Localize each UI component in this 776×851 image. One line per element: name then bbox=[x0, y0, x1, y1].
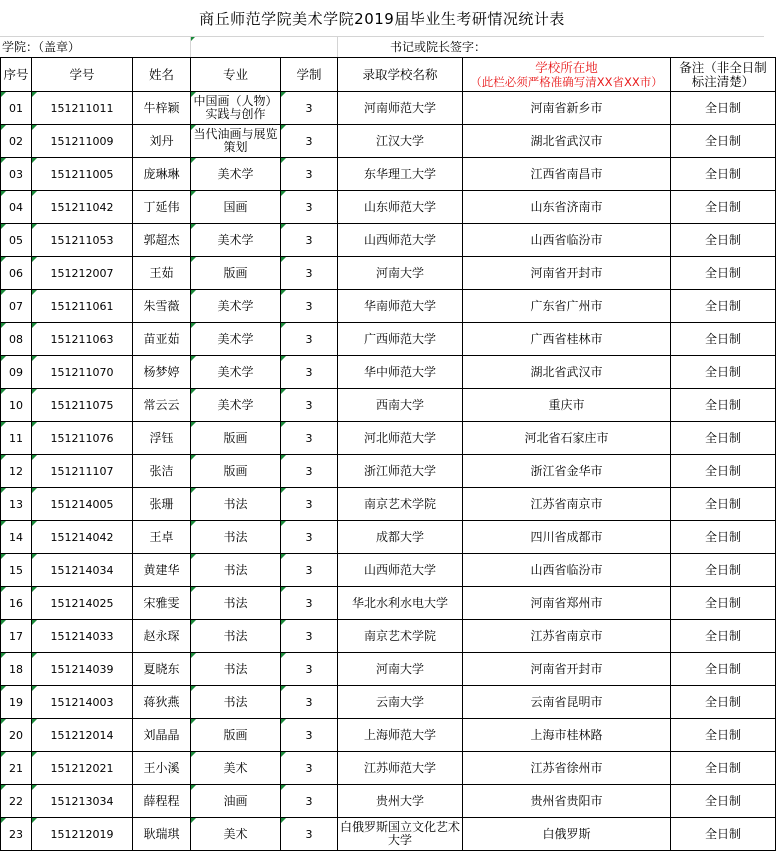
cell-seq: 17 bbox=[1, 620, 32, 653]
cell-student-id: 151212014 bbox=[32, 719, 133, 752]
cell-duration: 3 bbox=[281, 356, 338, 389]
cell-seq: 19 bbox=[1, 686, 32, 719]
cell-major: 油画 bbox=[191, 785, 281, 818]
cell-major: 国画 bbox=[191, 191, 281, 224]
cell-duration: 3 bbox=[281, 785, 338, 818]
cell-note: 全日制 bbox=[671, 323, 776, 356]
cell-seq: 16 bbox=[1, 587, 32, 620]
table-row bbox=[1, 92, 776, 125]
table-row bbox=[1, 653, 776, 686]
location-header-line2: （此栏必须严格准确写清XX省XX市） bbox=[470, 74, 663, 89]
cell-note: 全日制 bbox=[671, 224, 776, 257]
cell-admitted-school: 河南大学 bbox=[338, 653, 463, 686]
col-header-duration: 学制 bbox=[281, 58, 338, 92]
cell-duration: 3 bbox=[281, 818, 338, 851]
cell-admitted-school: 山西师范大学 bbox=[338, 224, 463, 257]
cell-location: 上海市桂林路 bbox=[463, 719, 671, 752]
cell-major: 中国画（人物）实践与创作 bbox=[191, 92, 281, 125]
cell-student-id: 151211042 bbox=[32, 191, 133, 224]
cell-note: 全日制 bbox=[671, 422, 776, 455]
cell-location: 河北省石家庄市 bbox=[463, 422, 671, 455]
cell-name: 薛程程 bbox=[133, 785, 191, 818]
cell-student-id: 151211061 bbox=[32, 290, 133, 323]
cell-note: 全日制 bbox=[671, 158, 776, 191]
col-header-seq: 序号 bbox=[1, 58, 32, 92]
cell-major: 版画 bbox=[191, 422, 281, 455]
note-header-line2: 标注清楚） bbox=[691, 73, 755, 89]
table-row bbox=[1, 125, 776, 158]
cell-seq: 06 bbox=[1, 257, 32, 290]
cell-location: 贵州省贵阳市 bbox=[463, 785, 671, 818]
cell-admitted-school: 江汉大学 bbox=[338, 125, 463, 158]
cell-student-id: 151211076 bbox=[32, 422, 133, 455]
cell-location: 浙江省金华市 bbox=[463, 455, 671, 488]
cell-duration: 3 bbox=[281, 92, 338, 125]
cell-duration: 3 bbox=[281, 389, 338, 422]
cell-name: 夏晓东 bbox=[133, 653, 191, 686]
cell-location: 江苏省南京市 bbox=[463, 620, 671, 653]
cell-name: 苗亚茹 bbox=[133, 323, 191, 356]
cell-student-id: 151211070 bbox=[32, 356, 133, 389]
cell-note: 全日制 bbox=[671, 785, 776, 818]
column-header-row bbox=[1, 58, 776, 92]
cell-major: 美术学 bbox=[191, 224, 281, 257]
cell-student-id: 151214039 bbox=[32, 653, 133, 686]
cell-major: 当代油画与展览策划 bbox=[191, 125, 281, 158]
cell-student-id: 151211011 bbox=[32, 92, 133, 125]
cell-duration: 3 bbox=[281, 620, 338, 653]
signature-label: 书记或院长签字： bbox=[390, 40, 487, 54]
cell-major: 书法 bbox=[191, 653, 281, 686]
cell-admitted-school: 成都大学 bbox=[338, 521, 463, 554]
cell-location: 河南省开封市 bbox=[463, 653, 671, 686]
cell-note: 全日制 bbox=[671, 389, 776, 422]
cell-duration: 3 bbox=[281, 587, 338, 620]
cell-admitted-school: 江苏师范大学 bbox=[338, 752, 463, 785]
table-row bbox=[1, 455, 776, 488]
cell-student-id: 151212021 bbox=[32, 752, 133, 785]
cell-seq: 04 bbox=[1, 191, 32, 224]
cell-seq: 12 bbox=[1, 455, 32, 488]
table-row bbox=[1, 257, 776, 290]
cell-student-id: 151212019 bbox=[32, 818, 133, 851]
cell-name: 常云云 bbox=[133, 389, 191, 422]
cell-admitted-school: 云南大学 bbox=[338, 686, 463, 719]
cell-name: 郭超杰 bbox=[133, 224, 191, 257]
cell-major: 美术学 bbox=[191, 323, 281, 356]
table-row bbox=[1, 620, 776, 653]
cell-location: 山东省济南市 bbox=[463, 191, 671, 224]
cell-major: 美术学 bbox=[191, 290, 281, 323]
cell-note: 全日制 bbox=[671, 257, 776, 290]
cell-admitted-school: 西南大学 bbox=[338, 389, 463, 422]
cell-seq: 14 bbox=[1, 521, 32, 554]
cell-divider bbox=[190, 37, 191, 57]
cell-note: 全日制 bbox=[671, 125, 776, 158]
cell-location: 白俄罗斯 bbox=[463, 818, 671, 851]
cell-duration: 3 bbox=[281, 752, 338, 785]
cell-admitted-school: 华北水利水电大学 bbox=[338, 587, 463, 620]
cell-location: 山西省临汾市 bbox=[463, 554, 671, 587]
cell-major: 美术 bbox=[191, 752, 281, 785]
cell-admitted-school: 山东师范大学 bbox=[338, 191, 463, 224]
cell-major: 版画 bbox=[191, 455, 281, 488]
cell-duration: 3 bbox=[281, 257, 338, 290]
cell-admitted-school: 白俄罗斯国立文化艺术大学 bbox=[338, 818, 463, 851]
cell-major: 版画 bbox=[191, 719, 281, 752]
cell-seq: 22 bbox=[1, 785, 32, 818]
table-row bbox=[1, 389, 776, 422]
cell-seq: 02 bbox=[1, 125, 32, 158]
cell-location: 江西省南昌市 bbox=[463, 158, 671, 191]
cell-admitted-school: 华中师范大学 bbox=[338, 356, 463, 389]
cell-admitted-school: 贵州大学 bbox=[338, 785, 463, 818]
cell-location: 湖北省武汉市 bbox=[463, 125, 671, 158]
cell-seq: 21 bbox=[1, 752, 32, 785]
cell-seq: 07 bbox=[1, 290, 32, 323]
col-header-student-id: 学号 bbox=[32, 58, 133, 92]
cell-admitted-school: 浙江师范大学 bbox=[338, 455, 463, 488]
cell-name: 庞琳琳 bbox=[133, 158, 191, 191]
table-row bbox=[1, 554, 776, 587]
cell-duration: 3 bbox=[281, 422, 338, 455]
table-row bbox=[1, 752, 776, 785]
table-row bbox=[1, 323, 776, 356]
cell-name: 张珊 bbox=[133, 488, 191, 521]
cell-duration: 3 bbox=[281, 125, 338, 158]
cell-location: 河南省开封市 bbox=[463, 257, 671, 290]
cell-name: 王茹 bbox=[133, 257, 191, 290]
cell-major: 书法 bbox=[191, 587, 281, 620]
col-header-admitted-school: 录取学校名称 bbox=[338, 58, 463, 92]
cell-major: 美术学 bbox=[191, 389, 281, 422]
cell-location: 广西省桂林市 bbox=[463, 323, 671, 356]
cell-note: 全日制 bbox=[671, 356, 776, 389]
table-row bbox=[1, 356, 776, 389]
cell-location: 云南省昆明市 bbox=[463, 686, 671, 719]
cell-duration: 3 bbox=[281, 719, 338, 752]
cell-location: 江苏省徐州市 bbox=[463, 752, 671, 785]
cell-duration: 3 bbox=[281, 224, 338, 257]
cell-major: 书法 bbox=[191, 521, 281, 554]
sheet-title: 商丘师范学院美术学院2019届毕业生考研情况统计表 bbox=[199, 9, 565, 28]
col-header-name: 姓名 bbox=[133, 58, 191, 92]
cell-admitted-school: 河北师范大学 bbox=[338, 422, 463, 455]
cell-student-id: 151214003 bbox=[32, 686, 133, 719]
cell-note: 全日制 bbox=[671, 290, 776, 323]
cell-student-id: 151214034 bbox=[32, 554, 133, 587]
cell-duration: 3 bbox=[281, 323, 338, 356]
cell-note: 全日制 bbox=[671, 653, 776, 686]
col-header-major: 专业 bbox=[191, 58, 281, 92]
cell-name: 王卓 bbox=[133, 521, 191, 554]
cell-admitted-school: 华南师范大学 bbox=[338, 290, 463, 323]
table-row bbox=[1, 488, 776, 521]
table-row bbox=[1, 587, 776, 620]
cell-note: 全日制 bbox=[671, 719, 776, 752]
table-row bbox=[1, 422, 776, 455]
cell-note: 全日制 bbox=[671, 455, 776, 488]
cell-name: 黄建华 bbox=[133, 554, 191, 587]
cell-name: 丁延伟 bbox=[133, 191, 191, 224]
cell-name: 朱雪薇 bbox=[133, 290, 191, 323]
cell-admitted-school: 南京艺术学院 bbox=[338, 620, 463, 653]
table-row bbox=[1, 521, 776, 554]
cell-major: 美术 bbox=[191, 818, 281, 851]
cell-admitted-school: 南京艺术学院 bbox=[338, 488, 463, 521]
cell-note: 全日制 bbox=[671, 521, 776, 554]
cell-location: 河南省郑州市 bbox=[463, 587, 671, 620]
cell-duration: 3 bbox=[281, 191, 338, 224]
col-header-note bbox=[671, 58, 776, 92]
cell-name: 牛梓颖 bbox=[133, 92, 191, 125]
table-row bbox=[1, 818, 776, 851]
cell-seq: 15 bbox=[1, 554, 32, 587]
cell-major: 美术学 bbox=[191, 356, 281, 389]
cell-note: 全日制 bbox=[671, 752, 776, 785]
cell-seq: 01 bbox=[1, 92, 32, 125]
cell-student-id: 151211075 bbox=[32, 389, 133, 422]
cell-seq: 20 bbox=[1, 719, 32, 752]
cell-student-id: 151212007 bbox=[32, 257, 133, 290]
cell-seq: 09 bbox=[1, 356, 32, 389]
cell-note: 全日制 bbox=[671, 686, 776, 719]
cell-seq: 10 bbox=[1, 389, 32, 422]
cell-duration: 3 bbox=[281, 290, 338, 323]
cell-student-id: 151211063 bbox=[32, 323, 133, 356]
cell-location: 广东省广州市 bbox=[463, 290, 671, 323]
cell-student-id: 151211005 bbox=[32, 158, 133, 191]
cell-note: 全日制 bbox=[671, 488, 776, 521]
col-header-location bbox=[463, 58, 671, 92]
header-info-row bbox=[0, 36, 764, 57]
cell-admitted-school: 河南大学 bbox=[338, 257, 463, 290]
cell-note: 全日制 bbox=[671, 92, 776, 125]
cell-student-id: 151214005 bbox=[32, 488, 133, 521]
cell-major: 书法 bbox=[191, 620, 281, 653]
table-row bbox=[1, 224, 776, 257]
cell-seq: 13 bbox=[1, 488, 32, 521]
cell-student-id: 151214042 bbox=[32, 521, 133, 554]
cell-location: 江苏省南京市 bbox=[463, 488, 671, 521]
cell-admitted-school: 东华理工大学 bbox=[338, 158, 463, 191]
cell-name: 王小溪 bbox=[133, 752, 191, 785]
cell-admitted-school: 河南师范大学 bbox=[338, 92, 463, 125]
cell-name: 宋雅雯 bbox=[133, 587, 191, 620]
cell-location: 河南省新乡市 bbox=[463, 92, 671, 125]
cell-admitted-school: 广西师范大学 bbox=[338, 323, 463, 356]
cell-duration: 3 bbox=[281, 554, 338, 587]
cell-note: 全日制 bbox=[671, 818, 776, 851]
table-row bbox=[1, 158, 776, 191]
cell-admitted-school: 上海师范大学 bbox=[338, 719, 463, 752]
cell-seq: 23 bbox=[1, 818, 32, 851]
cell-name: 张洁 bbox=[133, 455, 191, 488]
cell-major: 书法 bbox=[191, 686, 281, 719]
cell-seq: 18 bbox=[1, 653, 32, 686]
cell-name: 刘丹 bbox=[133, 125, 191, 158]
cell-note: 全日制 bbox=[671, 554, 776, 587]
cell-name: 耿瑞琪 bbox=[133, 818, 191, 851]
results-table bbox=[0, 57, 776, 851]
cell-major: 版画 bbox=[191, 257, 281, 290]
cell-location: 湖北省武汉市 bbox=[463, 356, 671, 389]
cell-major: 美术学 bbox=[191, 158, 281, 191]
cell-seq: 03 bbox=[1, 158, 32, 191]
cell-location: 山西省临汾市 bbox=[463, 224, 671, 257]
cell-student-id: 151211107 bbox=[32, 455, 133, 488]
cell-seq: 08 bbox=[1, 323, 32, 356]
cell-duration: 3 bbox=[281, 686, 338, 719]
table-row bbox=[1, 785, 776, 818]
cell-student-id: 151214033 bbox=[32, 620, 133, 653]
table-body bbox=[1, 92, 776, 851]
cell-student-id: 151211009 bbox=[32, 125, 133, 158]
cell-major: 书法 bbox=[191, 488, 281, 521]
cell-divider bbox=[337, 37, 338, 57]
cell-note: 全日制 bbox=[671, 587, 776, 620]
cell-seq: 05 bbox=[1, 224, 32, 257]
cell-location: 重庆市 bbox=[463, 389, 671, 422]
cell-student-id: 151211053 bbox=[32, 224, 133, 257]
location-header-line1: 学校所在地 bbox=[535, 59, 598, 75]
cell-major: 书法 bbox=[191, 554, 281, 587]
cell-name: 赵永琛 bbox=[133, 620, 191, 653]
cell-seq: 11 bbox=[1, 422, 32, 455]
cell-student-id: 151214025 bbox=[32, 587, 133, 620]
cell-duration: 3 bbox=[281, 488, 338, 521]
cell-duration: 3 bbox=[281, 455, 338, 488]
cell-student-id: 151213034 bbox=[32, 785, 133, 818]
cell-name: 蒋狄燕 bbox=[133, 686, 191, 719]
cell-location: 四川省成都市 bbox=[463, 521, 671, 554]
note-header-line1: 备注（非全日制 bbox=[679, 59, 767, 75]
table-row bbox=[1, 191, 776, 224]
cell-duration: 3 bbox=[281, 521, 338, 554]
cell-admitted-school: 山西师范大学 bbox=[338, 554, 463, 587]
cell-name: 杨梦婷 bbox=[133, 356, 191, 389]
table-row bbox=[1, 686, 776, 719]
cell-name: 刘晶晶 bbox=[133, 719, 191, 752]
table-row bbox=[1, 719, 776, 752]
college-label: 学院：（盖章） bbox=[2, 40, 81, 54]
cell-duration: 3 bbox=[281, 158, 338, 191]
cell-note: 全日制 bbox=[671, 191, 776, 224]
cell-duration: 3 bbox=[281, 653, 338, 686]
cell-name: 浮钰 bbox=[133, 422, 191, 455]
cell-note: 全日制 bbox=[671, 620, 776, 653]
table-row bbox=[1, 290, 776, 323]
